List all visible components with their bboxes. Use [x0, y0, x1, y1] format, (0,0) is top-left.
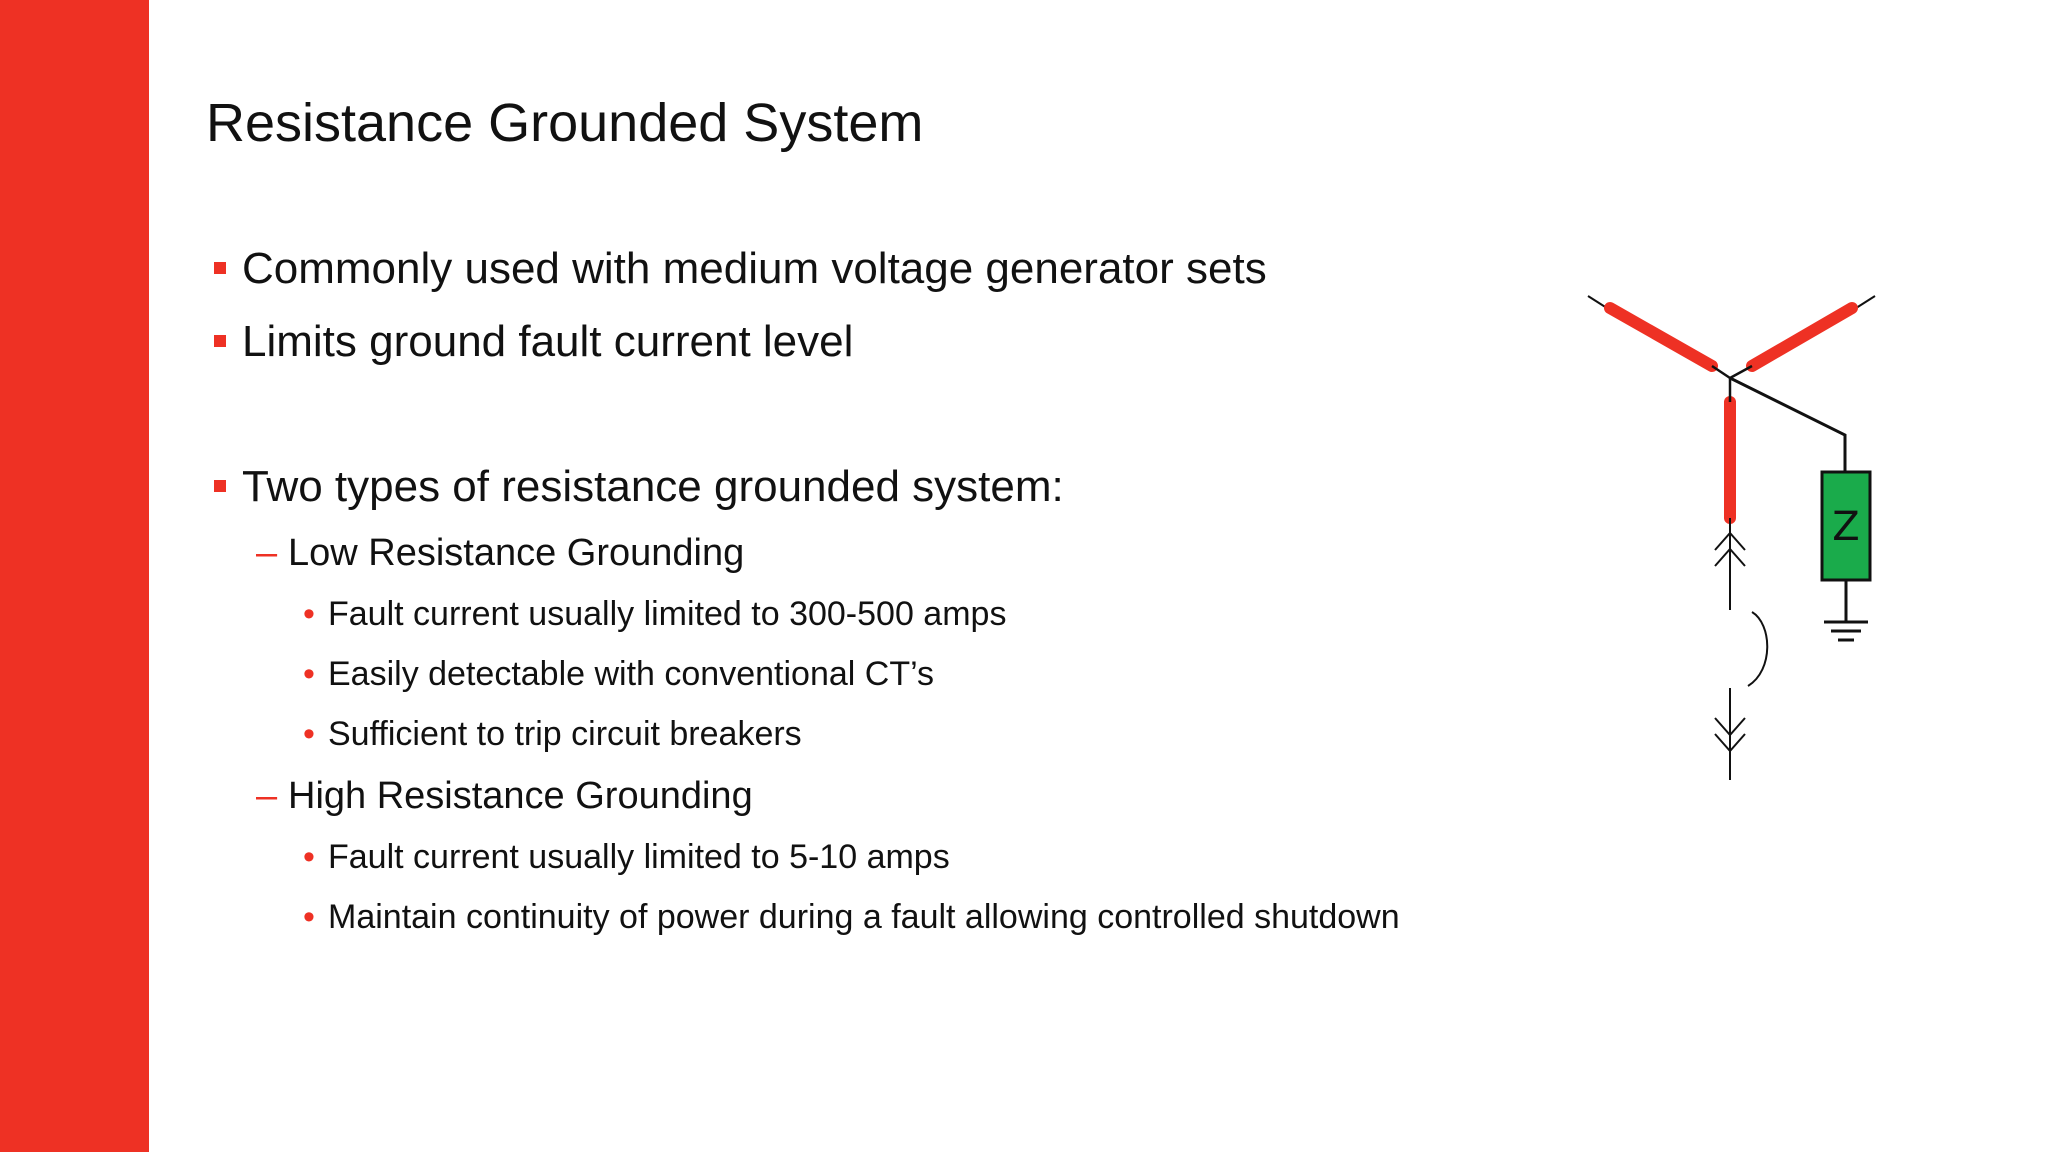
dot-marker: • — [303, 715, 315, 753]
dash-marker: – — [256, 532, 278, 574]
point-text: Fault current usually limited to 300-500 amps — [328, 595, 1007, 633]
dot-marker: • — [303, 898, 315, 936]
sub-item-high-resistance — [256, 775, 753, 818]
point-low-300-500 — [303, 595, 1006, 634]
dot-marker: • — [303, 655, 315, 693]
left-winding — [1610, 308, 1712, 366]
dash-marker: – — [256, 775, 278, 817]
neutral-right-tie — [1730, 366, 1752, 378]
accent-side-bar — [0, 0, 149, 1152]
neutral-to-impedance-wire — [1730, 378, 1845, 472]
bullet-commonly-used: Commonly used with medium voltage generator sets — [242, 244, 1267, 293]
point-high-continuity — [303, 898, 1400, 937]
ground-icon — [1824, 622, 1868, 640]
slide-title: Resistance Grounded System — [206, 93, 924, 153]
sub-item-low-resistance — [256, 532, 744, 575]
impedance-label: Z — [1832, 504, 1860, 550]
point-text: Maintain continuity of power during a fault allowing controlled shutdown — [328, 898, 1400, 936]
point-low-trip — [303, 715, 802, 754]
point-low-detectable — [303, 655, 934, 694]
point-text: Sufficient to trip circuit breakers — [328, 715, 802, 753]
neutral-left-tie — [1712, 366, 1730, 378]
bullet-two-types: Two types of resistance grounded system: — [242, 462, 1064, 511]
dot-marker: • — [303, 838, 315, 876]
bullet-square-icon — [214, 262, 226, 274]
point-text: Easily detectable with conventional CT’s — [328, 655, 935, 693]
dot-marker: • — [303, 595, 315, 633]
wye-grounding-diagram — [1580, 285, 1900, 795]
sub-item-label: Low Resistance Grounding — [288, 532, 745, 574]
sub-item-label: High Resistance Grounding — [288, 775, 753, 817]
bullet-square-icon — [214, 480, 226, 492]
fault-arc — [1748, 612, 1767, 686]
point-high-5-10 — [303, 838, 950, 877]
right-winding — [1752, 308, 1852, 366]
bullet-limits-fault-current: Limits ground fault current level — [242, 317, 854, 366]
point-text: Fault current usually limited to 5-10 amps — [328, 838, 950, 876]
bullet-square-icon — [214, 335, 226, 347]
